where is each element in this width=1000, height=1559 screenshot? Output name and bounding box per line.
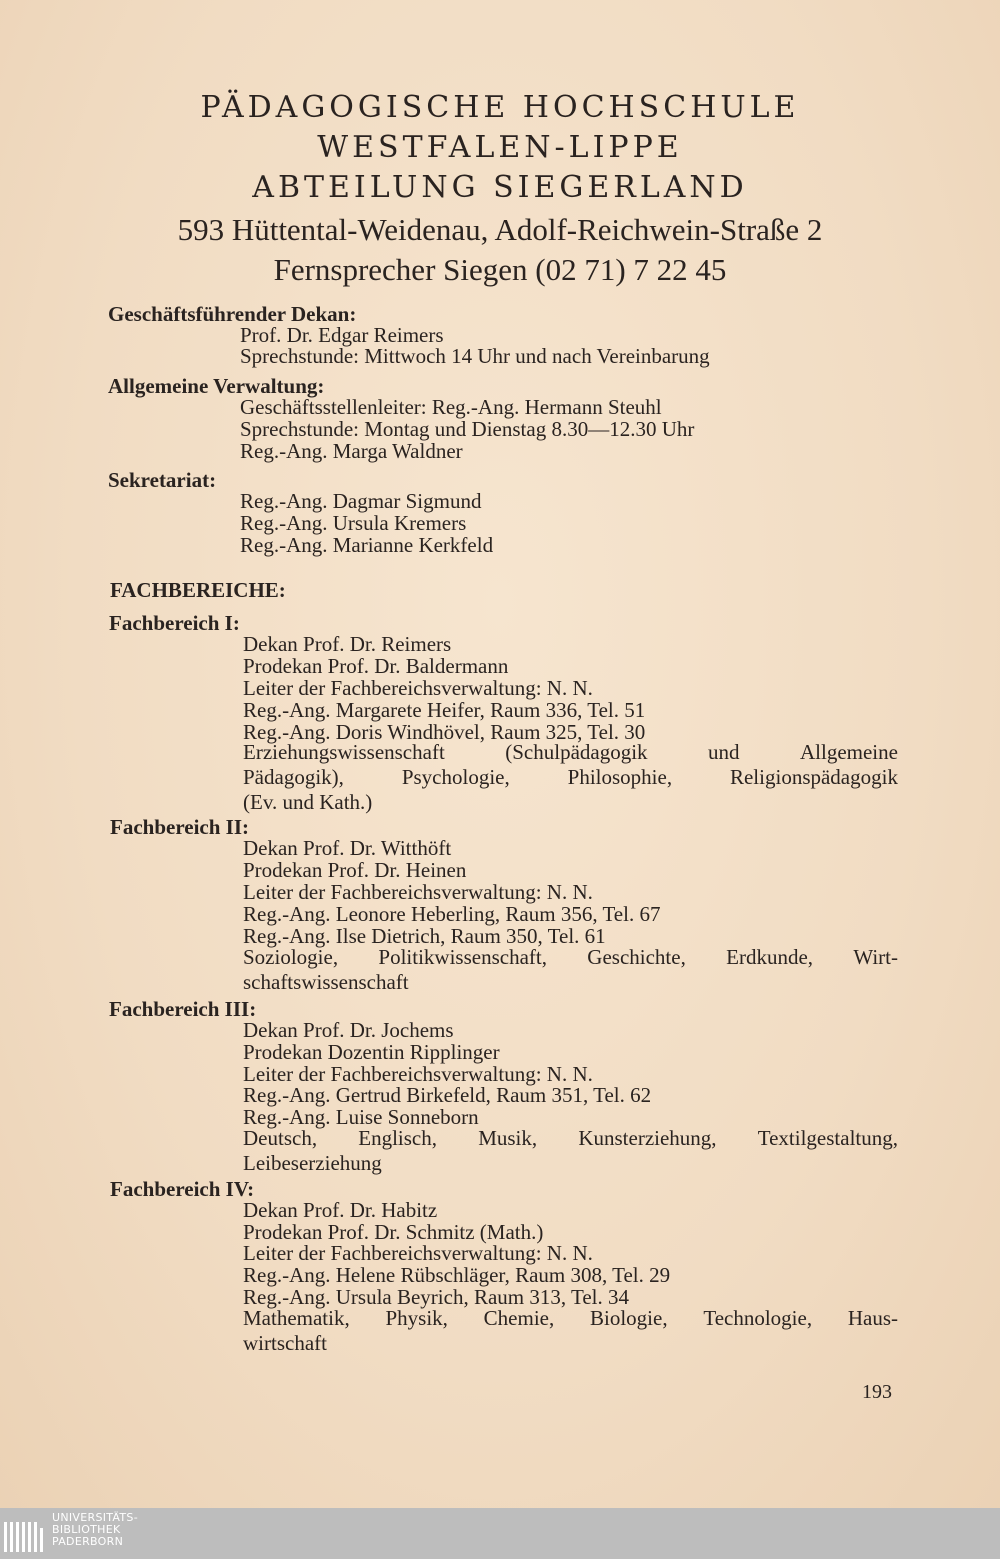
section-heading-fb2: Fachbereich II:	[110, 815, 250, 839]
fb2-line: Prodekan Prof. Dr. Heinen	[243, 858, 467, 882]
fb4-line: Leiter der Fachbereichsverwaltung: N. N.	[243, 1241, 593, 1265]
verwaltung-line: Geschäftsstellenleiter: Reg.-Ang. Hermann Steuhl	[240, 395, 662, 419]
section-heading-dekan: Geschäftsführender Dekan:	[108, 302, 357, 326]
fb3-line: Dekan Prof. Dr. Jochems	[243, 1018, 454, 1042]
section-heading-sekretariat: Sekretariat:	[108, 468, 217, 492]
fb2-line: Leiter der Fachbereichsverwaltung: N. N.	[243, 880, 593, 904]
subject-word: Musik,	[478, 1126, 538, 1150]
subject-word: Psychologie,	[401, 765, 510, 789]
fb2-line: Dekan Prof. Dr. Witthöft	[243, 836, 452, 860]
fb1-subjects-line	[243, 765, 898, 790]
fb3-line: Reg.-Ang. Luise Sonneborn	[243, 1105, 479, 1129]
fb1-subjects	[243, 740, 898, 815]
library-logo-text	[52, 1512, 138, 1548]
fb2-line: Reg.-Ang. Leonore Heberling, Raum 356, Tel. 67	[243, 902, 661, 926]
institution-title-line-1: PÄDAGOGISCHE HOCHSCHULE	[200, 90, 800, 125]
section-heading-fb1: Fachbereich I:	[109, 611, 240, 635]
fb2-line: Reg.-Ang. Ilse Dietrich, Raum 350, Tel. 61	[243, 924, 606, 948]
fb1-line: Reg.-Ang. Margarete Heifer, Raum 336, Tel. 51	[243, 698, 646, 722]
fb3-subjects-line	[243, 1126, 898, 1151]
subject-word: und	[708, 740, 740, 764]
address-line: 593 Hüttental-Weidenau, Adolf-Reichwein-Straße 2	[177, 212, 823, 247]
dekan-line: Prof. Dr. Edgar Reimers	[240, 323, 444, 347]
logo-line: UNIVERSITÄTS-	[52, 1511, 138, 1524]
fb4-line: Dekan Prof. Dr. Habitz	[243, 1198, 438, 1222]
fb3-subjects-line	[243, 1151, 898, 1176]
fb4-line: Reg.-Ang. Helene Rübschläger, Raum 308, Tel. 29	[243, 1263, 671, 1287]
fb4-subjects-line	[243, 1331, 898, 1356]
subject-word: Technologie,	[703, 1306, 813, 1330]
fachbereiche-heading: FACHBEREICHE:	[110, 578, 286, 602]
library-footer	[0, 1508, 1000, 1559]
subject-word: Kunsterziehung,	[578, 1126, 717, 1150]
subject-word: schaftswissenschaft	[243, 970, 409, 994]
fb2-subjects	[243, 945, 898, 995]
fb3-subjects	[243, 1126, 898, 1176]
fb2-subjects-line	[243, 970, 898, 995]
subject-word: Politikwissenschaft,	[378, 945, 547, 969]
subject-word: Erdkunde,	[726, 945, 814, 969]
subject-word: Wirt-	[853, 945, 898, 969]
section-heading-fb3: Fachbereich III:	[109, 997, 257, 1021]
fb1-subjects-line	[243, 790, 898, 815]
subject-word: (Ev. und Kath.)	[243, 790, 373, 814]
subject-word: Philosophie,	[567, 765, 673, 789]
logo-line: PADERBORN	[52, 1535, 124, 1548]
section-heading-verwaltung: Allgemeine Verwaltung:	[108, 374, 325, 398]
verwaltung-line: Reg.-Ang. Marga Waldner	[240, 439, 463, 463]
subject-word: Biologie,	[590, 1306, 668, 1330]
fb4-line: Prodekan Prof. Dr. Schmitz (Math.)	[243, 1220, 544, 1244]
subject-word: (Schulpädagogik	[505, 740, 648, 764]
page-number: 193	[862, 1381, 892, 1403]
subject-word: Chemie,	[483, 1306, 555, 1330]
fb3-line: Prodekan Dozentin Ripplinger	[243, 1040, 500, 1064]
phone-line: Fernsprecher Siegen (02 71) 7 22 45	[273, 252, 727, 287]
logo-line: BIBLIOTHEK	[52, 1523, 121, 1536]
subject-word: Textilgestaltung,	[757, 1126, 898, 1150]
subject-word: Mathematik,	[243, 1306, 350, 1330]
subject-word: Erziehungswissenschaft	[243, 740, 445, 764]
fb4-line: Reg.-Ang. Ursula Beyrich, Raum 313, Tel. 34	[243, 1285, 629, 1309]
subject-word: Deutsch,	[243, 1126, 318, 1150]
fb2-subjects-line	[243, 945, 898, 970]
subject-word: Haus-	[847, 1306, 898, 1330]
dekan-line: Sprechstunde: Mittwoch 14 Uhr und nach Vereinbarung	[240, 344, 710, 368]
fb1-line: Prodekan Prof. Dr. Baldermann	[243, 654, 509, 678]
subject-word: Leibeserziehung	[243, 1151, 382, 1175]
subject-word: Pädagogik),	[243, 765, 344, 789]
sekretariat-line: Reg.-Ang. Marianne Kerkfeld	[240, 533, 494, 557]
sekretariat-line: Reg.-Ang. Ursula Kremers	[240, 511, 467, 535]
library-barcode-icon	[0, 1516, 46, 1556]
fb3-line: Reg.-Ang. Gertrud Birkefeld, Raum 351, Tel. 62	[243, 1083, 652, 1107]
fb1-line: Leiter der Fachbereichsverwaltung: N. N.	[243, 676, 593, 700]
fb1-subjects-line	[243, 740, 898, 765]
institution-title-line-3: ABTEILUNG SIEGERLAND	[252, 170, 748, 205]
subject-word: Physik,	[385, 1306, 448, 1330]
fb3-line: Leiter der Fachbereichsverwaltung: N. N.	[243, 1062, 593, 1086]
subject-word: Englisch,	[358, 1126, 438, 1150]
section-heading-fb4: Fachbereich IV:	[110, 1177, 255, 1201]
subject-word: Allgemeine	[800, 740, 898, 764]
subject-word: Religionspädagogik	[729, 765, 898, 789]
subject-word: wirtschaft	[243, 1331, 327, 1355]
subject-word: Soziologie,	[243, 945, 339, 969]
sekretariat-line: Reg.-Ang. Dagmar Sigmund	[240, 489, 482, 513]
fb4-subjects-line	[243, 1306, 898, 1331]
fb4-subjects	[243, 1306, 898, 1356]
fb1-line: Dekan Prof. Dr. Reimers	[243, 632, 452, 656]
verwaltung-line: Sprechstunde: Montag und Dienstag 8.30—12.30 Uhr	[240, 417, 695, 441]
fb1-line: Reg.-Ang. Doris Windhövel, Raum 325, Tel. 30	[243, 720, 646, 744]
subject-word: Geschichte,	[587, 945, 686, 969]
institution-title-line-2: WESTFALEN-LIPPE	[317, 130, 683, 165]
